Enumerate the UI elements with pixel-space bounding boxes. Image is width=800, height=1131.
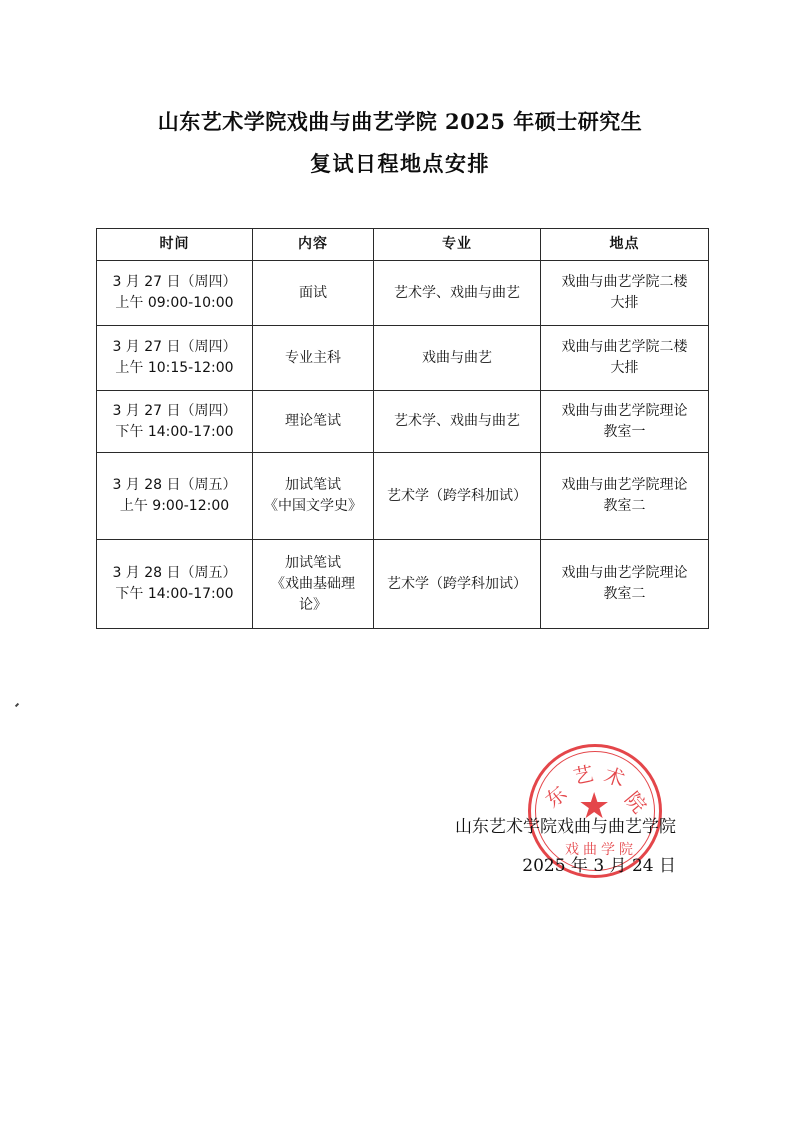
seal-char-1: 东 [540,781,572,813]
content-text: 加试笔试 [285,554,341,571]
cell-major [374,540,541,629]
location-line-1: 戏曲与曲艺学院理论 [561,402,688,419]
major-text: 戏曲与曲艺 [422,349,492,366]
seal-char-3: 术 [601,762,628,792]
cell-content [253,261,374,326]
time-range: 下午 14:00-17:00 [115,423,234,440]
header-time: 时间 [97,229,253,261]
seal-bottom-text: 戏曲学院 [565,842,637,858]
time-date: 3 月 27 日（周四） [112,402,237,419]
location-line-2: 大排 [610,295,639,311]
content-text: 专业主科 [285,349,341,366]
cell-major [374,391,541,453]
document-title-line-1: 山东艺术学院戏曲与曲艺学院 2025 年硕士研究生 [157,109,643,134]
schedule-table [96,228,709,629]
location-line-1: 戏曲与曲艺学院理论 [561,477,688,493]
time-date: 3 月 27 日（周四） [112,274,237,290]
document-title-line-2: 复试日程地点安排 [310,151,490,176]
seal-char-4: 院 [620,787,652,818]
table-header-row [97,229,709,261]
signature-date: 2025 年 3 月 24 日 [522,856,676,876]
cell-time [97,326,253,391]
table-row [97,261,709,326]
time-range: 上午 10:15-12:00 [115,360,234,376]
cell-content [253,391,374,453]
stray-ink-mark [15,703,19,707]
location-line-1: 戏曲与曲艺学院理论 [561,565,688,581]
header-location: 地点 [541,229,709,261]
cell-location [541,261,709,326]
content-book-title: 《中国文学史》 [264,498,362,514]
cell-content [253,540,374,629]
content-book-title: 《戏曲基础理 [271,575,355,592]
major-text: 艺术学（跨学科加试） [387,487,527,504]
time-date: 3 月 28 日（周五） [112,477,237,493]
cell-time [97,453,253,540]
major-text: 艺术学、戏曲与曲艺 [394,284,520,301]
location-line-1: 戏曲与曲艺学院二楼 [561,339,688,355]
location-line-2: 教室二 [603,498,646,514]
content-text: 面试 [299,284,327,301]
major-text: 艺术学（跨学科加试） [387,575,527,592]
table-row [97,326,709,391]
cell-location [541,391,709,453]
time-date: 3 月 28 日（周五） [112,565,237,581]
header-major: 专业 [374,229,541,261]
content-text: 加试笔试 [285,477,341,493]
cell-location [541,540,709,629]
time-date: 3 月 27 日（周四） [112,339,237,355]
seal-char-2: 艺 [571,761,596,789]
seal-star-icon: ★ [578,786,611,827]
location-line-2: 教室一 [603,423,646,440]
cell-time [97,391,253,453]
cell-content [253,326,374,391]
major-text: 艺术学、戏曲与曲艺 [394,413,520,429]
time-range: 上午 09:00-10:00 [115,295,234,311]
location-line-2: 教室二 [603,586,646,602]
cell-content [253,453,374,540]
cell-major [374,326,541,391]
table-row [97,540,709,629]
cell-time [97,540,253,629]
header-content: 内容 [253,229,374,261]
cell-location [541,453,709,540]
table-row [97,391,709,453]
content-text: 理论笔试 [285,413,341,429]
cell-time [97,261,253,326]
location-line-1: 戏曲与曲艺学院二楼 [561,274,688,290]
signature-organization: 山东艺术学院戏曲与曲艺学院 [455,817,676,837]
cell-location [541,326,709,391]
content-book-title-cont: 论》 [299,596,327,613]
location-line-2: 大排 [610,360,639,376]
cell-major [374,453,541,540]
cell-major [374,261,541,326]
table-row [97,453,709,540]
time-range: 下午 14:00-17:00 [115,586,234,602]
time-range: 上午 9:00-12:00 [119,498,230,514]
